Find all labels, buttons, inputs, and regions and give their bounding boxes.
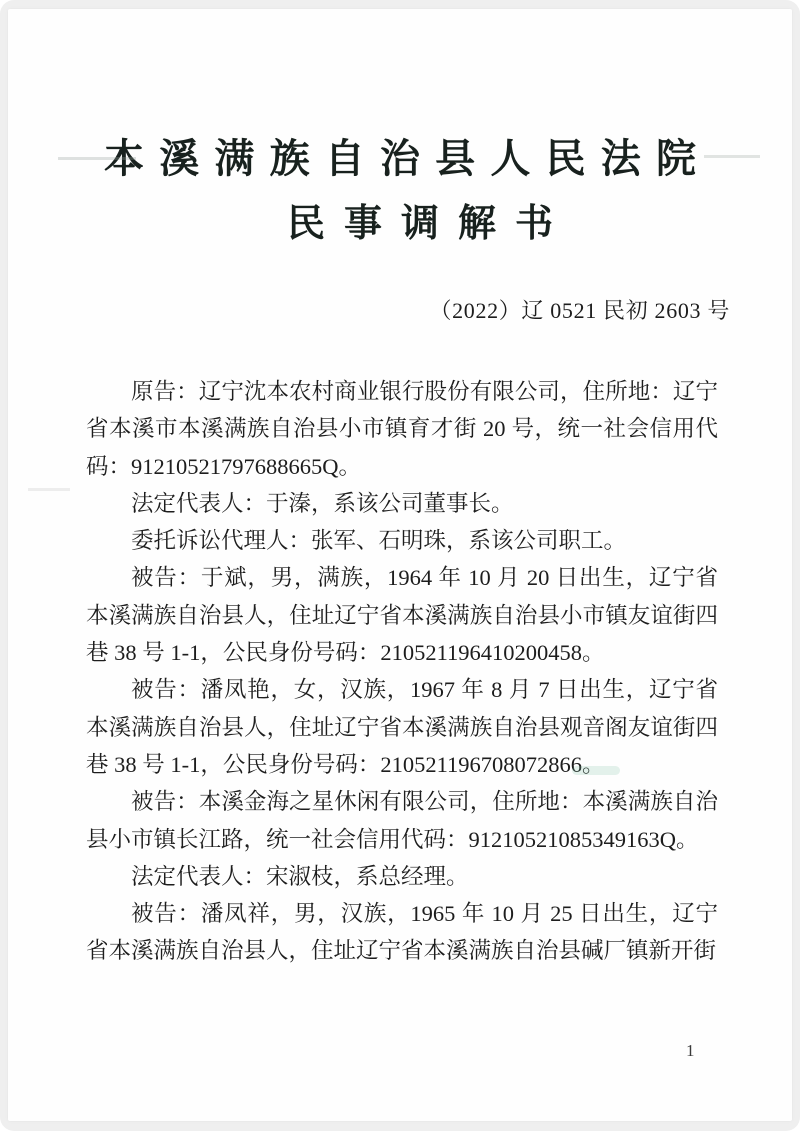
page-number: 1 (686, 1041, 695, 1060)
document-type-title: 民事调解书 (286, 203, 572, 245)
paragraph-defendant-pan-fengyan: 被告：潘凤艳，女，汉族，1967 年 8 月 7 日出生，辽宁省本溪满族自治县人，住址辽宁省本溪满族自治县观音阁友谊街四巷 38 号 1-1，公民身份号码：210521196708072866。 (86, 677, 718, 777)
court-name-title: 本溪满族自治县人民法院 (103, 136, 712, 181)
paragraph-defendant-pan-fengxiang: 被告：潘凤祥，男，汉族，1965 年 10 月 25 日出生，辽宁省本溪满族自治县人，住址辽宁省本溪满族自治县碱厂镇新开街 (86, 901, 718, 964)
paragraph-company-representative: 法定代表人：宋淑枝，系总经理。 (131, 863, 469, 889)
paragraph-legal-representative: 法定代表人：于溱，系该公司董事长。 (131, 490, 514, 516)
case-number: （2022）辽 0521 民初 2603 号 (429, 298, 730, 323)
paragraph-defendant-company: 被告：本溪金海之星休闲有限公司，住所地：本溪满族自治县小市镇长江路，统一社会信用代码：91210521085349163Q。 (86, 789, 718, 852)
document-page (8, 9, 792, 1121)
paragraph-plaintiff: 原告：辽宁沈本农村商业银行股份有限公司，住所地：辽宁省本溪市本溪满族自治县小市镇育才街 20 号，统一社会信用代码：91210521797688665Q。 (86, 379, 718, 479)
paragraph-defendant-yu-bin: 被告：于斌，男，满族，1964 年 10 月 20 日出生，辽宁省本溪满族自治县人，住址辽宁省本溪满族自治县小市镇友谊街四巷 38 号 1-1，公民身份号码：210521196410200458。 (86, 565, 718, 666)
document-body (86, 373, 718, 970)
paragraph-litigation-agents: 委托诉讼代理人：张军、石明珠，系该公司职工。 (131, 528, 627, 554)
